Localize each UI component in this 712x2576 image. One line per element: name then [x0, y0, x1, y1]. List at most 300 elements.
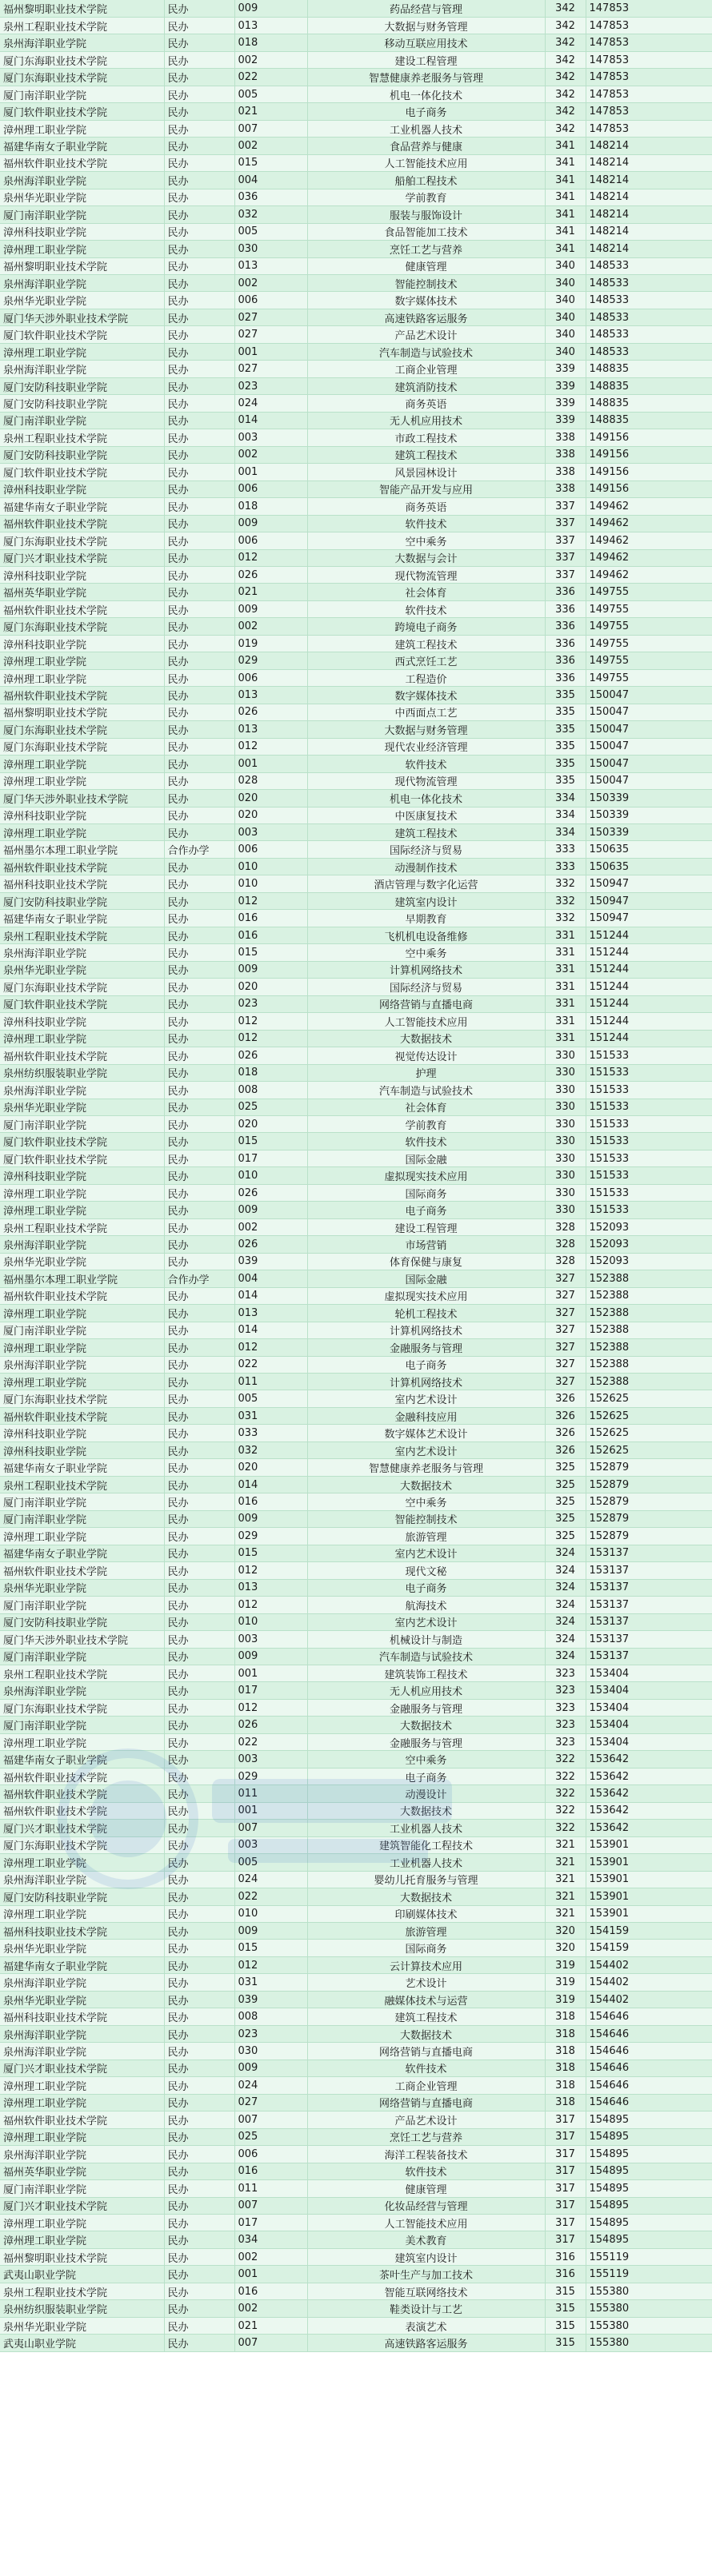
- cell-rank: 153901: [586, 1905, 712, 1922]
- cell-code: 026: [234, 1047, 307, 1064]
- cell-code: 010: [234, 858, 307, 875]
- cell-major: 软件技术: [307, 2060, 545, 2076]
- cell-code: 012: [234, 892, 307, 909]
- cell-rank: 149156: [586, 481, 712, 497]
- cell-rank: 149462: [586, 532, 712, 549]
- cell-score: 335: [545, 738, 586, 755]
- cell-score: 331: [545, 995, 586, 1012]
- cell-school: 漳州科技职业学院: [0, 1167, 164, 1184]
- cell-major: 学前教育: [307, 1115, 545, 1132]
- cell-rank: 147853: [586, 51, 712, 68]
- cell-rank: 149755: [586, 584, 712, 600]
- cell-rank: 148533: [586, 292, 712, 309]
- cell-type: 民办: [164, 1459, 234, 1476]
- cell-rank: 147853: [586, 103, 712, 120]
- table-row: [0, 86, 712, 102]
- table-row: [0, 361, 712, 377]
- cell-score: 335: [545, 687, 586, 704]
- table-row: [0, 721, 712, 738]
- cell-code: 028: [234, 772, 307, 789]
- table-row: [0, 172, 712, 189]
- cell-score: 323: [545, 1733, 586, 1750]
- cell-major: 空中乘务: [307, 1493, 545, 1510]
- cell-major: 云计算技术应用: [307, 1956, 545, 1973]
- table-row: [0, 2111, 712, 2128]
- cell-rank: 154159: [586, 1923, 712, 1940]
- cell-rank: 154895: [586, 2214, 712, 2231]
- cell-rank: 148533: [586, 275, 712, 292]
- cell-score: 315: [545, 2283, 586, 2299]
- cell-type: 民办: [164, 1236, 234, 1253]
- cell-type: 民办: [164, 2060, 234, 2076]
- table-row: [0, 2214, 712, 2231]
- cell-score: 318: [545, 2008, 586, 2025]
- cell-score: 334: [545, 790, 586, 807]
- cell-type: 民办: [164, 1597, 234, 1613]
- cell-score: 316: [545, 2248, 586, 2265]
- table-row: [0, 1631, 712, 1648]
- cell-code: 013: [234, 687, 307, 704]
- table-row: [0, 875, 712, 892]
- cell-type: 民办: [164, 395, 234, 412]
- cell-major: 金融科技应用: [307, 1407, 545, 1424]
- table-row: [0, 292, 712, 309]
- table-row: [0, 1785, 712, 1802]
- cell-code: 027: [234, 361, 307, 377]
- cell-major: 工业机器人技术: [307, 1854, 545, 1871]
- table-row: [0, 498, 712, 515]
- cell-code: 006: [234, 2146, 307, 2163]
- cell-score: 334: [545, 824, 586, 841]
- cell-score: 335: [545, 772, 586, 789]
- table-row: [0, 2146, 712, 2163]
- cell-rank: 147853: [586, 86, 712, 102]
- table-row: [0, 1013, 712, 1030]
- cell-score: 338: [545, 446, 586, 463]
- cell-major: 智能互联网络技术: [307, 2283, 545, 2299]
- cell-major: 人工智能技术应用: [307, 154, 545, 171]
- cell-school: 漳州科技职业学院: [0, 566, 164, 583]
- cell-school: 厦门兴才职业技术学院: [0, 1820, 164, 1836]
- cell-rank: 149755: [586, 635, 712, 652]
- cell-rank: 149755: [586, 652, 712, 669]
- cell-school: 漳州理工职业学院: [0, 2231, 164, 2248]
- cell-type: 民办: [164, 361, 234, 377]
- cell-school: 厦门软件职业技术学院: [0, 1150, 164, 1166]
- cell-major: 建筑装饰工程技术: [307, 1665, 545, 1681]
- cell-code: 010: [234, 1167, 307, 1184]
- cell-school: 福建华南女子职业学院: [0, 498, 164, 515]
- cell-major: 动漫制作技术: [307, 858, 545, 875]
- cell-major: 大数据技术: [307, 1717, 545, 1733]
- cell-type: 民办: [164, 206, 234, 223]
- cell-school: 厦门华天涉外职业技术学院: [0, 1631, 164, 1648]
- cell-major: 大数据技术: [307, 1030, 545, 1047]
- cell-school: 厦门南洋职业学院: [0, 86, 164, 102]
- cell-rank: 152879: [586, 1459, 712, 1476]
- cell-code: 002: [234, 138, 307, 154]
- table-row: [0, 824, 712, 841]
- cell-score: 341: [545, 206, 586, 223]
- table-row: [0, 1733, 712, 1750]
- cell-rank: 153404: [586, 1682, 712, 1699]
- cell-score: 330: [545, 1099, 586, 1115]
- cell-major: 智能控制技术: [307, 275, 545, 292]
- cell-major: 数字媒体技术: [307, 292, 545, 309]
- cell-major: 汽车制造与试验技术: [307, 1082, 545, 1099]
- cell-score: 317: [545, 2163, 586, 2179]
- cell-type: 民办: [164, 1699, 234, 1716]
- cell-code: 009: [234, 1648, 307, 1665]
- table-row: [0, 69, 712, 86]
- cell-major: 工业机器人技术: [307, 1820, 545, 1836]
- cell-score: 320: [545, 1923, 586, 1940]
- cell-type: 民办: [164, 1648, 234, 1665]
- cell-code: 003: [234, 429, 307, 446]
- table-row: [0, 1562, 712, 1579]
- cell-rank: 154895: [586, 2163, 712, 2179]
- cell-code: 015: [234, 154, 307, 171]
- cell-school: 漳州科技职业学院: [0, 481, 164, 497]
- cell-code: 030: [234, 241, 307, 257]
- cell-code: 007: [234, 120, 307, 137]
- table-row: [0, 1425, 712, 1442]
- cell-major: 工程造价: [307, 669, 545, 686]
- cell-type: 民办: [164, 738, 234, 755]
- cell-rank: 152625: [586, 1390, 712, 1407]
- cell-rank: 150047: [586, 738, 712, 755]
- cell-type: 民办: [164, 2163, 234, 2179]
- table-row: [0, 1115, 712, 1132]
- table-row: [0, 2248, 712, 2265]
- cell-school: 福州英华职业学院: [0, 2163, 164, 2179]
- cell-rank: 154895: [586, 2146, 712, 2163]
- cell-major: 跨境电子商务: [307, 618, 545, 635]
- table-row: [0, 103, 712, 120]
- cell-rank: 151533: [586, 1115, 712, 1132]
- cell-type: 民办: [164, 498, 234, 515]
- table-row: [0, 1493, 712, 1510]
- cell-code: 022: [234, 69, 307, 86]
- cell-score: 323: [545, 1665, 586, 1681]
- cell-type: 民办: [164, 17, 234, 34]
- cell-score: 319: [545, 1956, 586, 1973]
- cell-rank: 153642: [586, 1768, 712, 1784]
- cell-code: 009: [234, 1202, 307, 1218]
- cell-type: 民办: [164, 275, 234, 292]
- cell-score: 322: [545, 1768, 586, 1784]
- cell-school: 漳州理工职业学院: [0, 756, 164, 772]
- cell-rank: 148214: [586, 241, 712, 257]
- cell-code: 014: [234, 412, 307, 429]
- cell-score: 327: [545, 1356, 586, 1373]
- cell-type: 民办: [164, 1305, 234, 1322]
- cell-type: 民办: [164, 687, 234, 704]
- cell-score: 342: [545, 86, 586, 102]
- cell-school: 福建华南女子职业学院: [0, 138, 164, 154]
- table-row: [0, 1923, 712, 1940]
- cell-type: 民办: [164, 343, 234, 360]
- cell-rank: 153404: [586, 1665, 712, 1681]
- cell-school: 武夷山职业学院: [0, 2266, 164, 2283]
- cell-code: 026: [234, 704, 307, 720]
- cell-type: 民办: [164, 1631, 234, 1648]
- table-row: [0, 858, 712, 875]
- cell-type: 民办: [164, 2111, 234, 2128]
- cell-school: 厦门东海职业技术学院: [0, 69, 164, 86]
- cell-school: 漳州理工职业学院: [0, 343, 164, 360]
- cell-rank: 152625: [586, 1425, 712, 1442]
- cell-type: 民办: [164, 1167, 234, 1184]
- table-row: [0, 584, 712, 600]
- cell-rank: 149156: [586, 464, 712, 481]
- cell-rank: 150635: [586, 858, 712, 875]
- cell-code: 015: [234, 1133, 307, 1150]
- table-row: [0, 34, 712, 51]
- cell-school: 厦门软件职业技术学院: [0, 1133, 164, 1150]
- cell-rank: 154159: [586, 1940, 712, 1956]
- cell-type: 民办: [164, 1923, 234, 1940]
- cell-school: 厦门安防科技职业学院: [0, 1613, 164, 1630]
- cell-school: 泉州工程职业技术学院: [0, 2283, 164, 2299]
- cell-major: 工业机器人技术: [307, 120, 545, 137]
- cell-type: 民办: [164, 1476, 234, 1493]
- cell-code: 011: [234, 1785, 307, 1802]
- cell-school: 福建华南女子职业学院: [0, 910, 164, 927]
- cell-score: 336: [545, 600, 586, 617]
- cell-school: 福州黎明职业技术学院: [0, 0, 164, 17]
- cell-school: 福建华南女子职业学院: [0, 1545, 164, 1561]
- table-row: [0, 1407, 712, 1424]
- cell-school: 泉州海洋职业学院: [0, 1356, 164, 1373]
- table-row: [0, 1476, 712, 1493]
- cell-type: 民办: [164, 1356, 234, 1373]
- cell-school: 厦门安防科技职业学院: [0, 377, 164, 394]
- cell-rank: 154895: [586, 2128, 712, 2145]
- cell-rank: 149755: [586, 669, 712, 686]
- cell-major: 网络营销与直播电商: [307, 2094, 545, 2111]
- cell-major: 旅游管理: [307, 1923, 545, 1940]
- cell-type: 民办: [164, 790, 234, 807]
- cell-rank: 148533: [586, 257, 712, 274]
- cell-major: 金融服务与管理: [307, 1339, 545, 1356]
- cell-school: 泉州海洋职业学院: [0, 2025, 164, 2042]
- table-row: [0, 1202, 712, 1218]
- cell-type: 民办: [164, 910, 234, 927]
- cell-school: 厦门安防科技职业学院: [0, 1888, 164, 1905]
- cell-type: 民办: [164, 566, 234, 583]
- cell-type: 民办: [164, 1339, 234, 1356]
- cell-score: 322: [545, 1802, 586, 1819]
- table-row: [0, 1854, 712, 1871]
- cell-score: 342: [545, 17, 586, 34]
- cell-school: 福州软件职业技术学院: [0, 1802, 164, 1819]
- cell-major: 商务英语: [307, 498, 545, 515]
- table-row: [0, 995, 712, 1012]
- cell-score: 341: [545, 172, 586, 189]
- cell-code: 010: [234, 875, 307, 892]
- cell-rank: 148214: [586, 223, 712, 240]
- cell-rank: 149755: [586, 600, 712, 617]
- cell-type: 民办: [164, 172, 234, 189]
- cell-score: 342: [545, 34, 586, 51]
- table-row: [0, 0, 712, 17]
- cell-school: 漳州理工职业学院: [0, 1339, 164, 1356]
- cell-school: 漳州科技职业学院: [0, 807, 164, 823]
- cell-score: 330: [545, 1115, 586, 1132]
- table-row: [0, 120, 712, 137]
- cell-major: 飞机机电设备维修: [307, 927, 545, 943]
- cell-major: 现代文秘: [307, 1562, 545, 1579]
- table-row: [0, 2197, 712, 2214]
- cell-rank: 154646: [586, 2025, 712, 2042]
- cell-school: 福州软件职业技术学院: [0, 154, 164, 171]
- cell-rank: 153137: [586, 1613, 712, 1630]
- table-row: [0, 223, 712, 240]
- cell-major: 智慧健康养老服务与管理: [307, 1459, 545, 1476]
- cell-rank: 148214: [586, 189, 712, 205]
- cell-rank: 154895: [586, 2180, 712, 2197]
- table-row: [0, 515, 712, 532]
- cell-school: 厦门南洋职业学院: [0, 1115, 164, 1132]
- cell-major: 大数据与财务管理: [307, 721, 545, 738]
- cell-type: 民办: [164, 2214, 234, 2231]
- cell-major: 现代物流管理: [307, 566, 545, 583]
- table-row: [0, 377, 712, 394]
- cell-major: 建筑工程技术: [307, 635, 545, 652]
- cell-school: 福州墨尔本理工职业学院: [0, 841, 164, 858]
- table-row: [0, 1339, 712, 1356]
- cell-code: 012: [234, 1562, 307, 1579]
- cell-type: 民办: [164, 69, 234, 86]
- cell-major: 大数据技术: [307, 1802, 545, 1819]
- cell-rank: 152388: [586, 1356, 712, 1373]
- table-row: [0, 1047, 712, 1064]
- cell-rank: 154402: [586, 1974, 712, 1991]
- cell-code: 033: [234, 1425, 307, 1442]
- cell-rank: 149462: [586, 566, 712, 583]
- cell-type: 民办: [164, 1682, 234, 1699]
- cell-school: 泉州华光职业学院: [0, 189, 164, 205]
- cell-type: 民办: [164, 704, 234, 720]
- cell-code: 006: [234, 669, 307, 686]
- cell-type: 民办: [164, 51, 234, 68]
- cell-type: 民办: [164, 429, 234, 446]
- cell-type: 民办: [164, 1562, 234, 1579]
- cell-type: 民办: [164, 1493, 234, 1510]
- cell-rank: 152388: [586, 1305, 712, 1322]
- cell-score: 326: [545, 1442, 586, 1458]
- cell-score: 319: [545, 1991, 586, 2008]
- table-row: [0, 1133, 712, 1150]
- cell-score: 341: [545, 189, 586, 205]
- cell-code: 002: [234, 446, 307, 463]
- cell-rank: 155380: [586, 2300, 712, 2317]
- cell-major: 中医康复技术: [307, 807, 545, 823]
- cell-school: 福州软件职业技术学院: [0, 1768, 164, 1784]
- cell-rank: 155380: [586, 2283, 712, 2299]
- cell-rank: 153901: [586, 1888, 712, 1905]
- cell-code: 024: [234, 395, 307, 412]
- cell-school: 泉州华光职业学院: [0, 1579, 164, 1596]
- cell-school: 漳州理工职业学院: [0, 772, 164, 789]
- cell-school: 泉州纺织服装职业学院: [0, 2300, 164, 2317]
- table-row: [0, 687, 712, 704]
- cell-type: 民办: [164, 2146, 234, 2163]
- cell-rank: 150339: [586, 790, 712, 807]
- table-row: [0, 257, 712, 274]
- cell-school: 漳州理工职业学院: [0, 1202, 164, 1218]
- cell-rank: 152388: [586, 1270, 712, 1287]
- cell-type: 民办: [164, 241, 234, 257]
- cell-code: 011: [234, 2180, 307, 2197]
- cell-rank: 153642: [586, 1802, 712, 1819]
- cell-school: 漳州科技职业学院: [0, 1013, 164, 1030]
- cell-school: 漳州理工职业学院: [0, 1030, 164, 1047]
- cell-major: 学前教育: [307, 189, 545, 205]
- table-row: [0, 1270, 712, 1287]
- cell-type: 民办: [164, 892, 234, 909]
- cell-school: 福州软件职业技术学院: [0, 1287, 164, 1304]
- cell-type: 民办: [164, 1733, 234, 1750]
- cell-school: 漳州理工职业学院: [0, 652, 164, 669]
- cell-major: 美术教育: [307, 2231, 545, 2248]
- cell-code: 020: [234, 790, 307, 807]
- cell-rank: 152879: [586, 1510, 712, 1527]
- cell-score: 321: [545, 1888, 586, 1905]
- cell-code: 026: [234, 1236, 307, 1253]
- table-row: [0, 1648, 712, 1665]
- cell-rank: 155380: [586, 2335, 712, 2351]
- cell-type: 民办: [164, 927, 234, 943]
- cell-score: 335: [545, 756, 586, 772]
- cell-type: 民办: [164, 326, 234, 343]
- cell-code: 025: [234, 2128, 307, 2145]
- cell-rank: 153901: [586, 1854, 712, 1871]
- cell-rank: 153404: [586, 1699, 712, 1716]
- cell-rank: 151533: [586, 1133, 712, 1150]
- cell-major: 数字媒体技术: [307, 687, 545, 704]
- cell-school: 厦门华天涉外职业技术学院: [0, 309, 164, 325]
- cell-type: 民办: [164, 1785, 234, 1802]
- cell-code: 029: [234, 1768, 307, 1784]
- cell-score: 326: [545, 1407, 586, 1424]
- table-row: [0, 1871, 712, 1888]
- cell-code: 005: [234, 1854, 307, 1871]
- cell-code: 016: [234, 2283, 307, 2299]
- cell-major: 艺术设计: [307, 1974, 545, 1991]
- cell-rank: 152388: [586, 1374, 712, 1390]
- cell-type: 民办: [164, 1888, 234, 1905]
- cell-type: 民办: [164, 1442, 234, 1458]
- cell-type: 民办: [164, 669, 234, 686]
- cell-type: 民办: [164, 2300, 234, 2317]
- cell-major: 国际经济与贸易: [307, 841, 545, 858]
- table-row: [0, 241, 712, 257]
- cell-score: 324: [545, 1597, 586, 1613]
- cell-type: 民办: [164, 0, 234, 17]
- cell-type: 民办: [164, 2335, 234, 2351]
- cell-major: 国际经济与贸易: [307, 979, 545, 995]
- table-row: [0, 1597, 712, 1613]
- cell-score: 336: [545, 669, 586, 686]
- cell-code: 012: [234, 549, 307, 566]
- cell-score: 315: [545, 2317, 586, 2334]
- cell-major: 烹饪工艺与营养: [307, 241, 545, 257]
- cell-code: 027: [234, 2094, 307, 2111]
- cell-score: 325: [545, 1510, 586, 1527]
- cell-major: 融媒体技术与运营: [307, 1991, 545, 2008]
